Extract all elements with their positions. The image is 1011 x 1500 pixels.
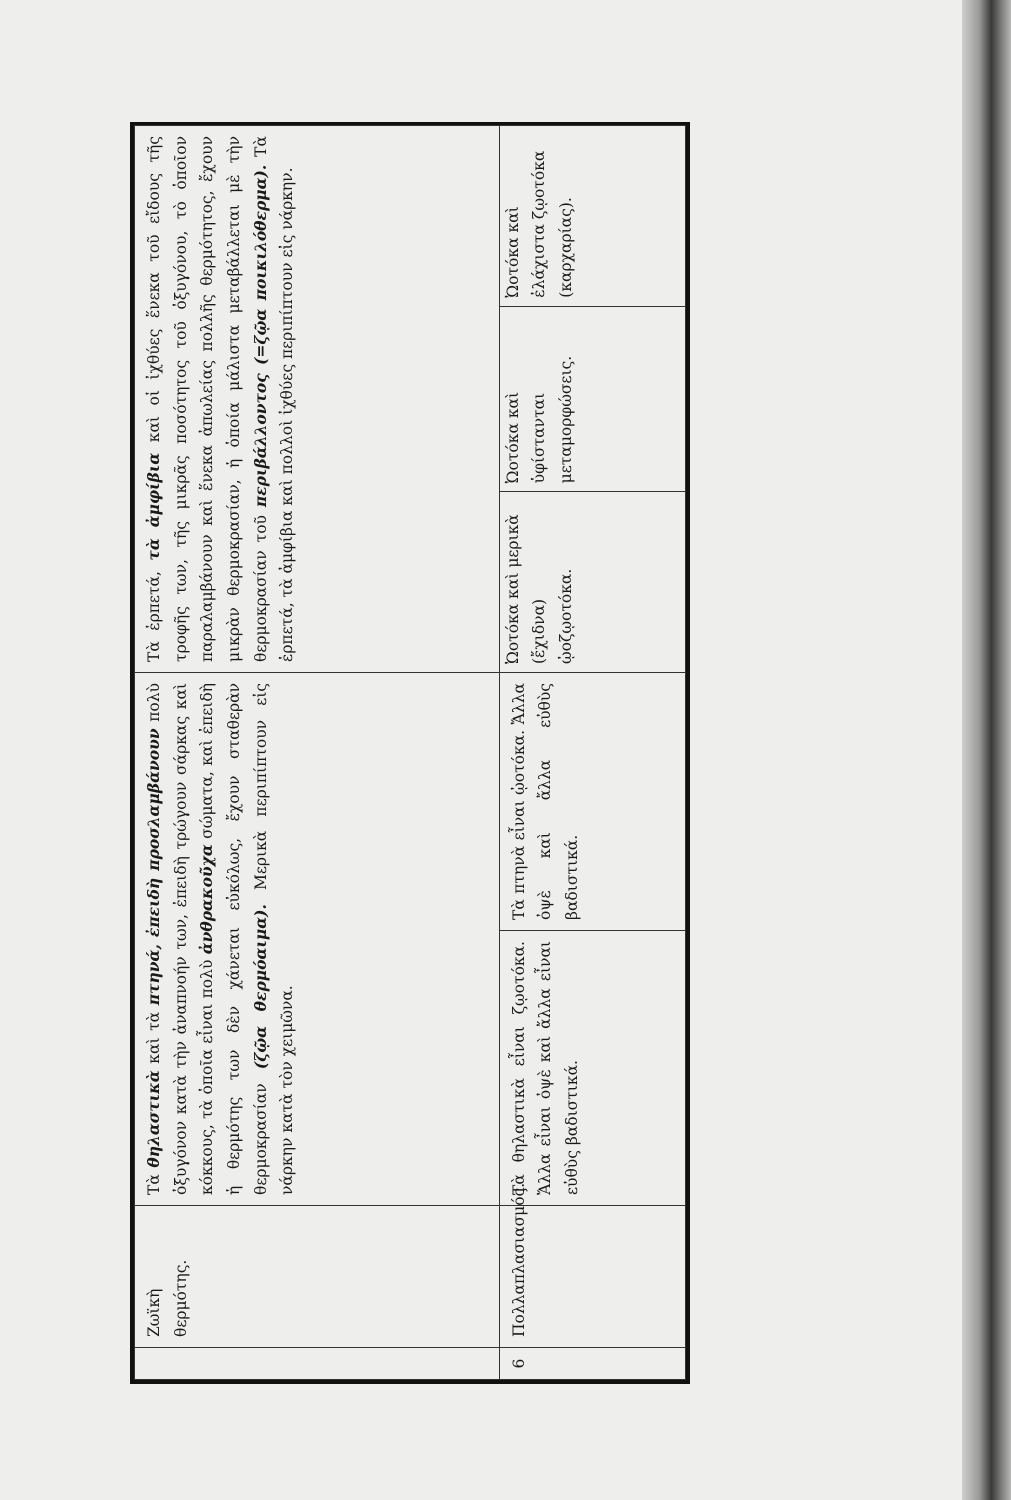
row-number [135, 1348, 500, 1380]
text: θηλαστικὰ [144, 1070, 163, 1168]
mammals-reproduction-cell: Τὰ θηλαστικὰ εἶναι ζῳοτόκα. Ἄλλα εἶναι ὀψὲ καὶ ἄλλα εἶναι εὐθὺς βαδιστικά. [499, 931, 685, 1206]
comparison-table [134, 125, 686, 1380]
cold-blooded-cell [135, 126, 500, 673]
text: Τὰ [145, 1167, 163, 1195]
text: (ζῷα θερμόαιμα). [250, 904, 270, 1070]
warm-blooded-cell [135, 673, 500, 1206]
row-label: Ζωϊκὴ θερμότης. [135, 1206, 500, 1348]
comparison-table-frame [130, 122, 690, 1384]
fish-reproduction-cell: Ὠοτόκα καὶ ἐλάχιστα ζῳοτόκα (καρχαρίας). [503, 150, 575, 298]
reproduction-subtable [500, 126, 685, 672]
reptiles-reproduction-cell: Ὠοτόκα καὶ μερικὰ (ἔχιδνα) ᾠοζῳοτόκα. [500, 492, 685, 672]
page-edge [962, 0, 1011, 1500]
text: καὶ τὰ [145, 1005, 163, 1071]
amphibians-reproduction-cell: Ὠοτόκα καὶ ὑφίστανται μεταμορφώσεις. [500, 306, 685, 492]
text: Μερικὰ περιπίπτουν εἰς νάρκην κατὰ τὸν χειμῶνα. [251, 683, 297, 1195]
table-row-reproduction [499, 126, 685, 1380]
birds-reproduction-cell: Τὰ πτηνὰ εἶναι ᾠοτόκα. Ἄλλα ὀψὲ καὶ ἄλλα εὐθὺς βαδιστικά. [499, 673, 685, 931]
text: περιβάλλοντος (=ζῷα ποικιλόθερμα). [250, 164, 270, 508]
text: καὶ οἱ ἰχθύες ἕνεκα τοῦ εἴδους τῆς τροφῆς των, τῆς μικρᾶς ποσότητος τοῦ ὀξυγόνου, τὸ ὁποῖον παραλαμβάνουν καὶ ἕνεκα ἀπωλείας πολλῆς θερμότητος, ἔχουν μικρὰν θερμοκρασίαν, ἡ ὁποία μάλιστα μεταβάλλεται μὲ τὴν θερμοκρασίαν τοῦ [145, 136, 270, 662]
text: τὰ ἀμφίβια [144, 452, 163, 561]
row-label: Πολλαπλασιασμός. [499, 1206, 685, 1348]
table-row-temperature [135, 126, 500, 1380]
text: Τὰ ἑρπετά, [145, 560, 163, 662]
text: πολὺ ὀξυγόνον κατὰ τὴν ἀναπνοήν των, ἐπειδὴ τρώγουν σάρκας καὶ κόκκους, τὰ ὁποῖα εἶναι πολὺ [145, 683, 217, 1195]
text: Τὰ ἑρπετά, τὰ ἀμφίβια καὶ πολλοὶ ἰχθύες περιπίπτουν εἰς νάρκην. [251, 136, 297, 662]
cold-blooded-reproduction-cell [499, 126, 685, 673]
text: ἀνθρακοῦχα [197, 844, 217, 955]
text: σώματα, καὶ ἐπειδὴ ἡ θερμότης των δὲν χάνεται εὐκόλως, ἔχουν σταθερὰν θερμοκρασίαν [198, 683, 270, 1195]
row-number: 6 [499, 1348, 685, 1380]
text: πτηνά, ἐπειδὴ προσλαμβάνουν [144, 728, 163, 1006]
rotated-table [134, 126, 686, 1380]
